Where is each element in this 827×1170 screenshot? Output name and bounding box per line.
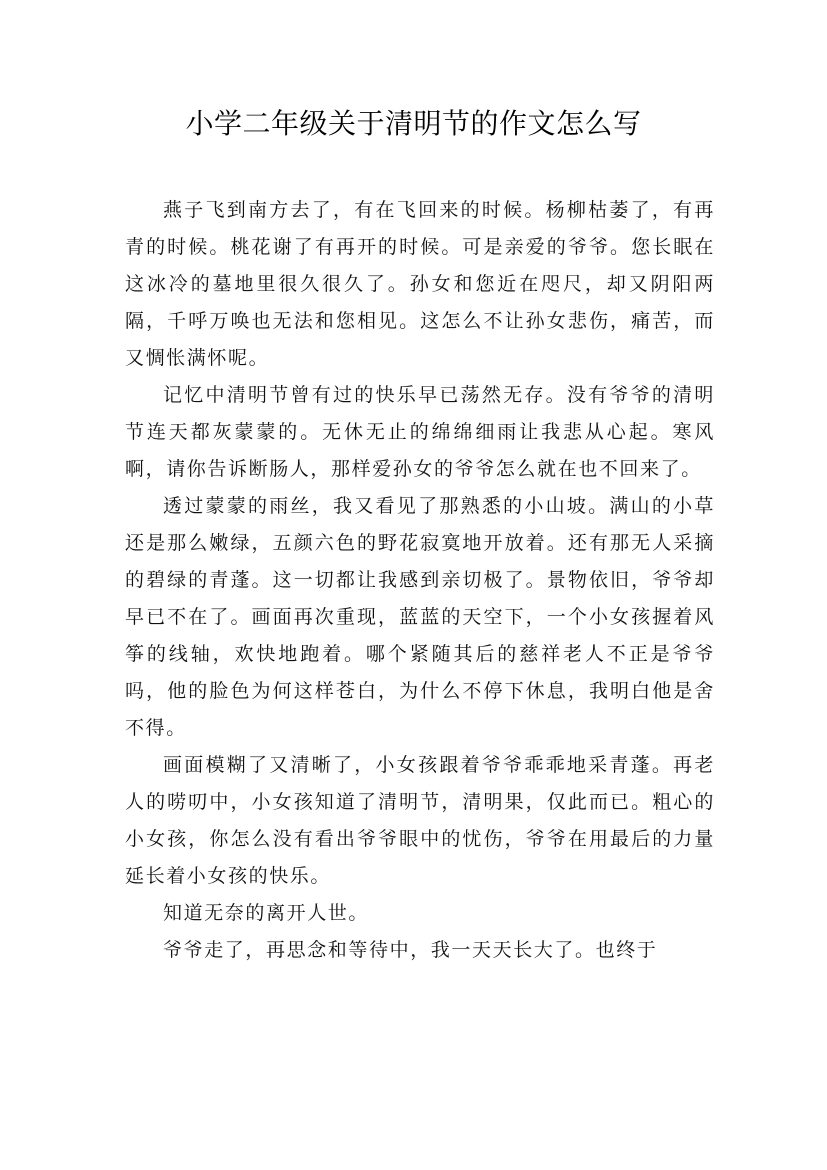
paragraph-6: 爷爷走了，再思念和等待中，我一天天长大了。也终于 [163,939,658,961]
paragraph-5: 知道无奈的离开人世。 [163,902,370,924]
paragraph-4: 画面模糊了又清晰了，小女孩跟着爷爷乖乖地采青蓬。再老人的唠叨中，小女孩知道了清明节，清明果，仅此而已。粗心的小女孩，你怎么没有看出爷爷眼中的忧伤，爷爷在用最后的力量延长着小女孩的快乐。 [125,754,715,887]
paragraph-2: 记忆中清明节曾有过的快乐早已荡然无存。没有爷爷的清明节连天都灰蒙蒙的。无休无止的绵绵细雨让我悲从心起。寒风啊，请你告诉断肠人，那样爱孙女的爷爷怎么就在也不回来了。 [125,384,715,480]
document-body [125,192,715,969]
document-title: 小学二年级关于清明节的作文怎么写 [185,107,642,140]
paragraph-1: 燕子飞到南方去了，有在飞回来的时候。杨柳枯萎了，有再青的时候。桃花谢了有再开的时候。可是亲爱的爷爷。您长眠在这冰冷的墓地里很久很久了。孙女和您近在咫尺，却又阴阳两隔，千呼万唤也无法和您相见。这怎么不让孙女悲伤，痛苦，而又惆怅满怀呢。 [125,199,715,369]
paragraph-3: 透过蒙蒙的雨丝，我又看见了那熟悉的小山坡。满山的小草还是那么嫩绿，五颜六色的野花寂寞地开放着。还有那无人采摘的碧绿的青蓬。这一切都让我感到亲切极了。景物依旧，爷爷却早已不在了。画面再次重现，蓝蓝的天空下，一个小女孩握着风筝的线轴，欢快地跑着。哪个紧随其后的慈祥老人不正是爷爷吗，他的脸色为何这样苍白，为什么不停下休息，我明白他是舍不得。 [125,495,715,739]
